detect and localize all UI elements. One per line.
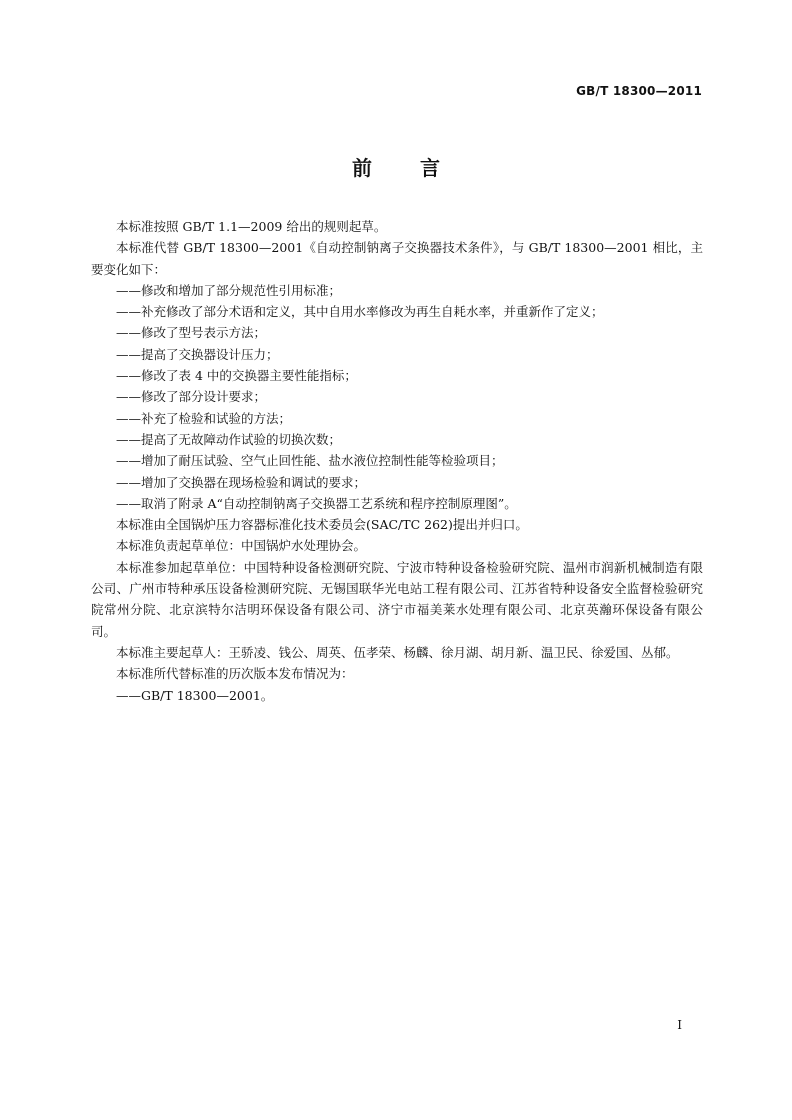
change-item: ——补充修改了部分术语和定义，其中自用水率修改为再生自耗水率，并重新作了定义； [116, 304, 604, 320]
change-item: ——提高了交换器设计压力； [116, 346, 279, 362]
change-item: ——修改了表 4 中的交换器主要性能指标； [116, 368, 357, 384]
paragraph: 本标准主要起草人：王骄凌、钱公、周英、伍孝荣、杨麟、徐月湖、胡月新、温卫民、徐爱国、丛郁。 [116, 644, 679, 660]
change-item: ——GB/T 18300—2001。 [116, 687, 274, 703]
change-item: ——修改了型号表示方法； [116, 325, 267, 341]
change-item: ——修改和增加了部分规范性引用标准； [116, 282, 342, 298]
change-item: ——增加了交换器在现场检验和调试的要求； [116, 474, 367, 490]
change-item: ——修改了部分设计要求； [116, 389, 267, 405]
change-item: ——提高了无故障动作试验的切换次数； [116, 431, 342, 447]
change-item: ——增加了耐压试验、空气止回性能、盐水液位控制性能等检验项目； [116, 453, 504, 469]
change-item: ——取消了附录 A“自动控制钠离子交换器工艺系统和程序控制原理图”。 [116, 495, 517, 511]
paragraph: 本标准所代替标准的历次版本发布情况为： [116, 666, 354, 682]
change-item: ——补充了检验和试验的方法； [116, 410, 292, 426]
title-char-1: 前 [352, 156, 372, 180]
paragraph: 本标准代替 GB/T 18300—2001《自动控制钠离子交换器技术条件》，与 GB/T 18300—2001 相比，主要变化如下： [91, 240, 703, 277]
paragraph: 本标准负责起草单位：中国锅炉水处理协会。 [116, 538, 367, 554]
standard-code: GB/T 18300—2011 [576, 84, 702, 98]
title-char-2: 言 [420, 156, 440, 180]
paragraph: 本标准由全国锅炉压力容器标准化技术委员会(SAC/TC 262)提出并归口。 [116, 517, 528, 533]
paragraph: 本标准参加起草单位：中国特种设备检测研究院、宁波市特种设备检验研究院、温州市润新机械制造有限公司、广州市特种承压设备检测研究院、无锡国联华光电站工程有限公司、江苏省特种设备安全监督检验研究院常州分院、北京滨特尔洁明环保设备有限公司、济宁市福美莱水处理有限公司、北京英瀚环保设备有限公司。 [91, 559, 703, 639]
page-title [0, 152, 792, 181]
foreword-body [91, 216, 703, 706]
paragraph: 本标准按照 GB/T 1.1—2009 给出的规则起草。 [116, 219, 387, 234]
page-number: I [677, 1018, 682, 1032]
